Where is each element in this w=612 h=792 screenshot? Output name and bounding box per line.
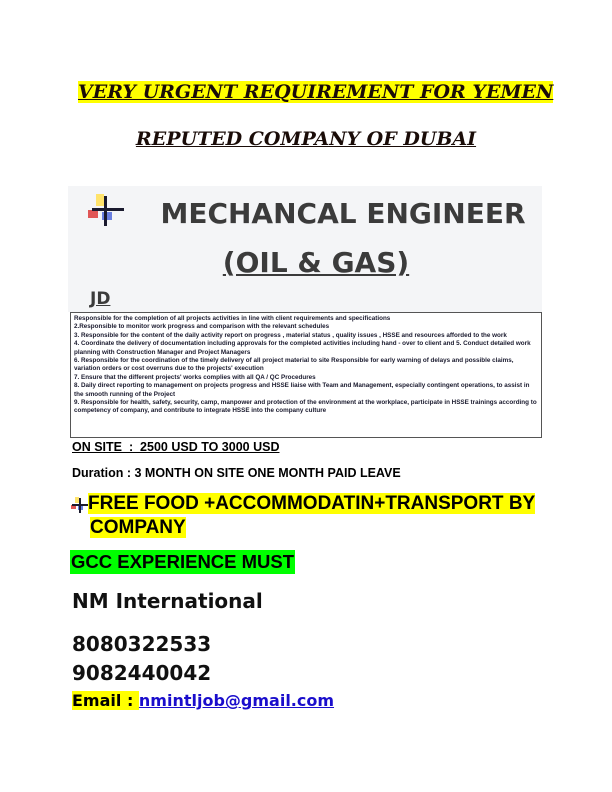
perks-text [88, 492, 535, 516]
email-label: Email : [72, 691, 139, 710]
responsibility-item: 2.Responsible to monitor work progress and comparison with the relevant schedules [74, 323, 330, 331]
job-title-sector-text: (OIL & GAS) [222, 246, 410, 279]
responsibility-item: Responsible for the completion of all projects activities in line with client requirements and specifications [74, 315, 391, 322]
colored-plus-bullet-icon [70, 496, 90, 514]
responsibility-item: 6. Responsible for the coordination of the timely delivery of all project material to site Responsible for early warning of delays and possible claims, variation orders or cost overruns due to the projects' execution [74, 357, 514, 373]
heading-urgent-requirement-text: VERY URGENT REQUIREMENT FOR YEMEN [78, 81, 554, 103]
jd-label: JD [90, 289, 111, 309]
email-link[interactable]: nmintljob@gmail.com [138, 691, 335, 710]
salary-text: ON SITE : 2500 USD TO 3000 USD [72, 440, 280, 454]
perks-text-line1: FREE FOOD +ACCOMMODATIN+TRANSPORT BY [88, 493, 536, 514]
phone-number: 9082440042 [72, 661, 212, 685]
perks-text-continued [90, 516, 186, 540]
colored-plus-bullet-icon [86, 192, 126, 228]
responsibility-item: 7. Ensure that the different projects' works complies with all QA / QC Procedures [74, 373, 316, 381]
responsibility-item: 9. Responsible for health, safety, security, camp, manpower and protection of the environment at the workplace, participate in HSSE trainings according to competency of company, and contribute to integrate HSSE into the company culture [74, 399, 537, 415]
company-name: NM International [72, 589, 263, 613]
perks-text-line2: COMPANY [90, 517, 186, 538]
responsibility-item: 3. Responsible for the content of the daily activity report on progress , material status , quality issues , HSSE and resources afforded to the work [74, 331, 507, 339]
responsibilities-box [70, 312, 542, 438]
responsibility-item: 8. Daily direct reporting to management on projects progress and HSSE liaise with Team and Management, especially contingent operations, to assist in the smooth running of the Project [74, 382, 530, 398]
heading-company: REPUTED COMPANY OF DUBAI [135, 128, 477, 150]
phone-number: 8080322533 [72, 632, 212, 656]
duration-text: Duration : 3 MONTH ON SITE ONE MONTH PAID LEAVE [72, 466, 401, 480]
requirement-badge: GCC EXPERIENCE MUST [71, 551, 295, 572]
email-row [72, 689, 334, 713]
responsibility-item: 4. Coordinate the delivery of documentation including approvals for the completed activities including hand - over to client and 5. Conduct detailed work planning with Construction Manager and Project Managers [74, 340, 531, 356]
job-title: MECHANCAL ENGINEER [160, 197, 526, 230]
heading-urgent-requirement [78, 78, 554, 106]
job-title-sector [126, 242, 506, 284]
